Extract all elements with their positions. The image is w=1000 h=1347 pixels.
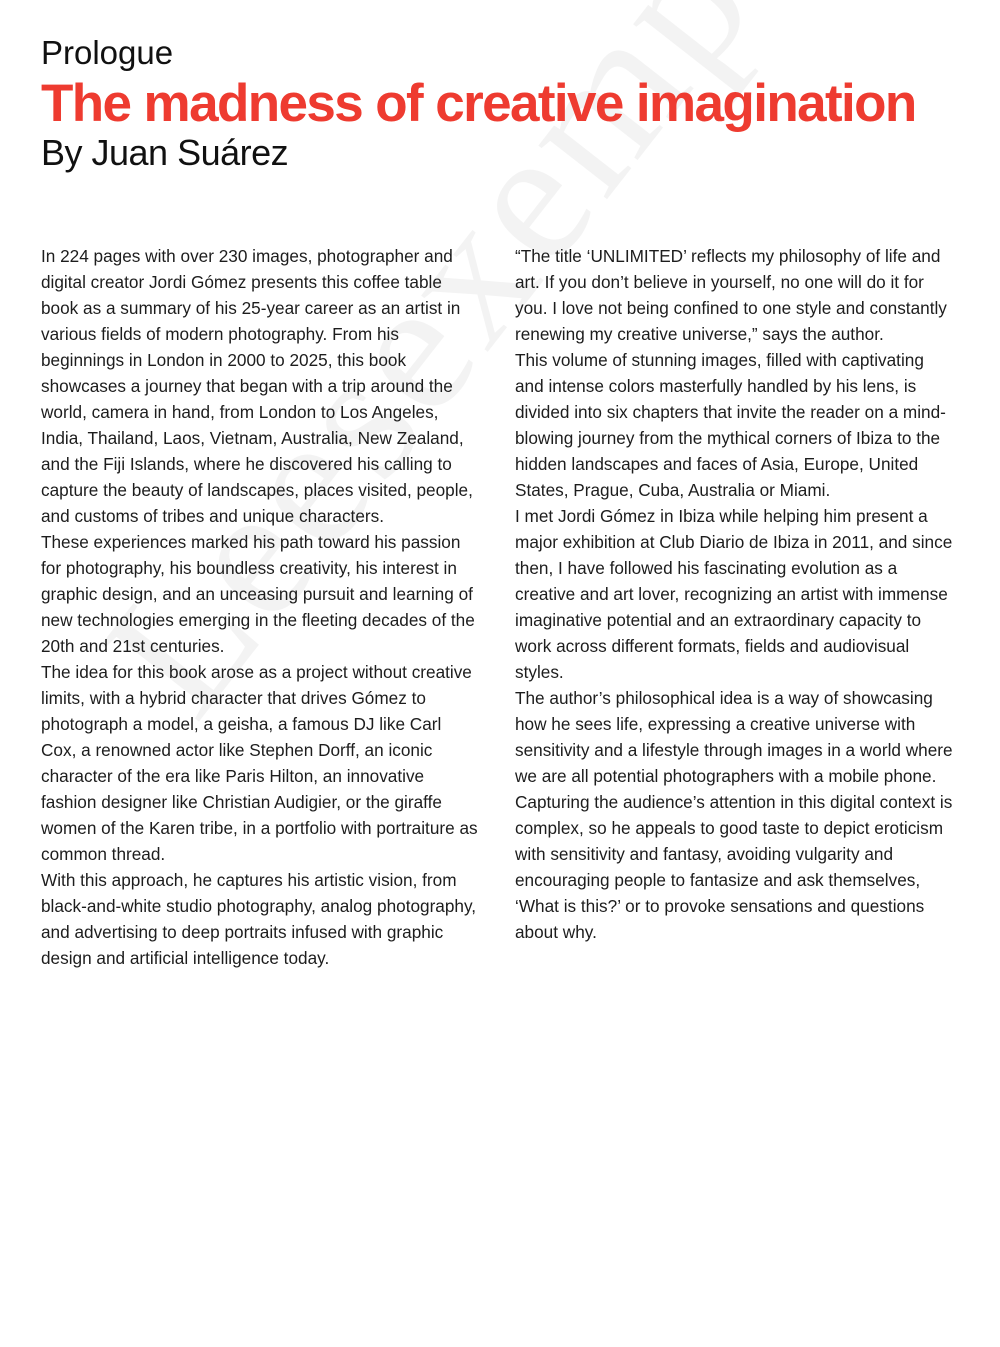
paragraph: With this approach, he captures his artistic vision, from black-and-white studio photography, analog photography, and advertising to deep portraits infused with graphic design and artificial intelligence today.	[41, 870, 477, 968]
paragraph: “The title ‘UNLIMITED’ reflects my philosophy of life and art. If you don’t believe in yourself, no one will do it for you. I love not being confined to one style and constantly renewing my creative universe,” says the author.	[515, 246, 947, 344]
page-header	[41, 33, 971, 175]
paragraph: These experiences marked his path toward his passion for photography, his boundless creativity, his interest in graphic design, and an unceasing pursuit and learning of new technologies emerging in the fleeting decades of the 20th and 21st centuries.	[41, 532, 475, 656]
paragraph: This volume of stunning images, filled with captivating and intense colors masterfully handled by his lens, is divided into six chapters that invite the reader on a mind-blowing journey from the mythical corners of Ibiza to the hidden landscapes and faces of Asia, Europe, United States, Prague, Cuba, Australia or Miami.	[515, 350, 946, 500]
page-title: The madness of creative imagination	[41, 74, 916, 133]
text-column-left	[41, 243, 481, 971]
author-byline: By Juan Suárez	[41, 132, 289, 173]
section-label: Prologue	[41, 34, 174, 71]
paragraph: The author’s philosophical idea is a way of showcasing how he sees life, expressing a creative universe with sensitivity and a lifestyle through images in a world where we are all potential photographers with a mobile phone. Capturing the audience’s attention in this digital context is complex, so he appeals to good taste to depict eroticism with sensitivity and fantasy, avoiding vulgarity and encouraging people to fantasize and ask themselves, ‘What is this?’ or to provoke sensations and questions about why.	[515, 688, 953, 942]
paragraph: In 224 pages with over 230 images, photographer and digital creator Jordi Gómez presents this coffee table book as a summary of his 25-year career as an artist in various fields of modern photography. From his beginnings in London in 2000 to 2025, this book showcases a journey that began with a trip around the world, camera in hand, from London to Los Angeles, India, Thailand, Laos, Vietnam, Australia, New Zealand, and the Fiji Islands, where he discovered his calling to capture the beauty of landscapes, places visited, people, and customs of tribes and unique characters.	[41, 246, 473, 526]
text-column-right	[515, 243, 955, 945]
paragraph: The idea for this book arose as a project without creative limits, with a hybrid character that drives Gómez to photograph a model, a geisha, a famous DJ like Carl Cox, a renowned actor like Stephen Dorff, an iconic character of the era like Paris Hilton, an innovative fashion designer like Christian Audigier, or the giraffe women of the Karen tribe, in a portfolio with portraiture as common thread.	[41, 662, 478, 864]
paragraph: I met Jordi Gómez in Ibiza while helping him present a major exhibition at Club Diario de Ibiza in 2011, and since then, I have followed his fascinating evolution as a creative and art lover, recognizing an artist with immense imaginative potential and an extraordinary capacity to work across different formats, fields and audiovisual styles.	[515, 506, 953, 682]
